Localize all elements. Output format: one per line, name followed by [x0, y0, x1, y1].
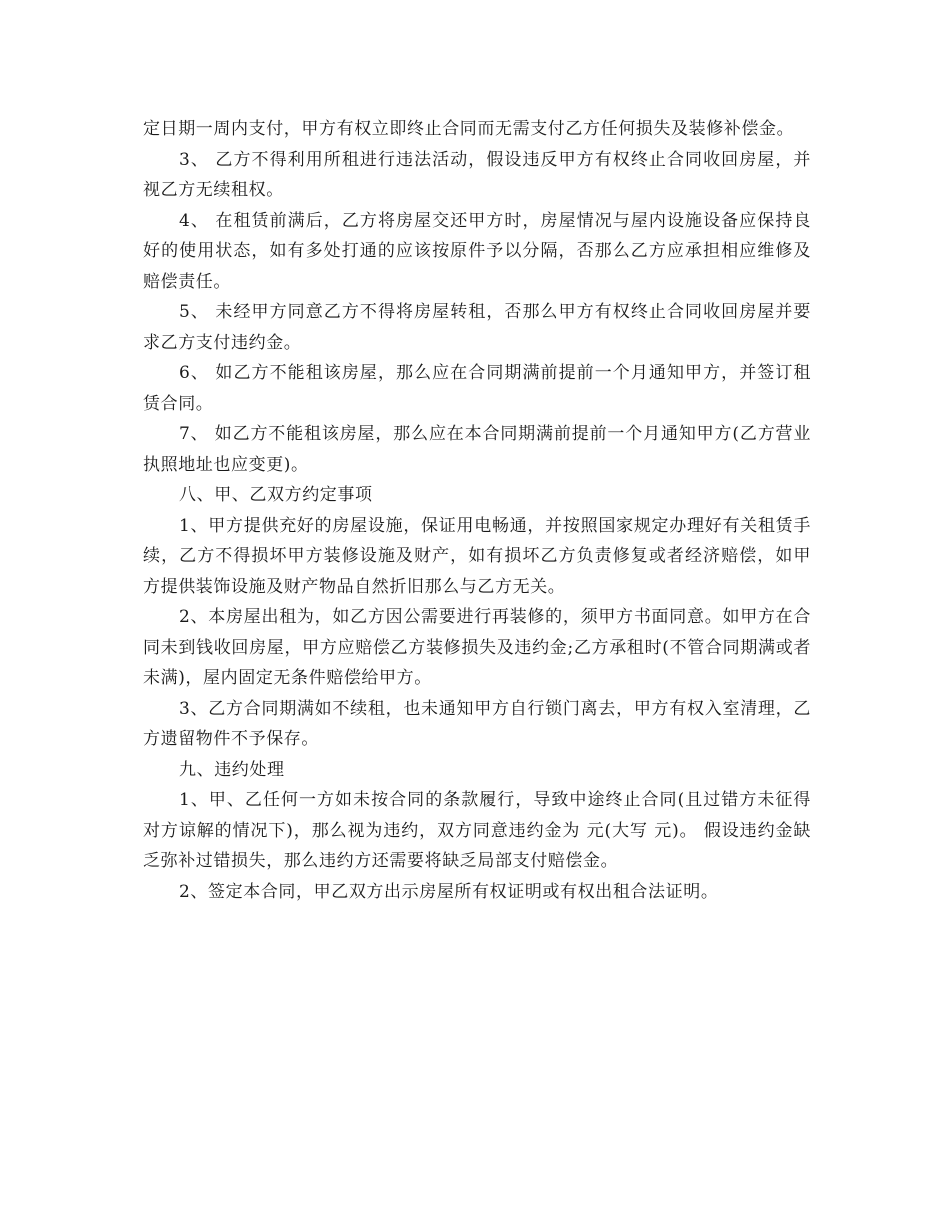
clause-7: 7、 如乙方不能租该房屋，那么应在本合同期满前提前一个月通知甲方(乙方营业执照地址也应变更)。 [143, 424, 811, 475]
document-page [143, 114, 811, 907]
clause-3: 3、 乙方不得利用所租进行违法活动，假设违反甲方有权终止合同收回房屋，并视乙方无续租权。 [143, 149, 811, 200]
section-heading-8: 八、甲、乙双方约定事项 [179, 485, 373, 505]
section-9-clause-2: 2、签定本合同，甲乙双方出示房屋所有权证明或有权出租合法证明。 [179, 881, 719, 902]
clause-4: 4、 在租赁前满后，乙方将房屋交还甲方时，房屋情况与屋内设施设备应保持良好的使用状态，如有多处打通的应该按原件予以分隔，否那么乙方应承担相应维修及赔偿责任。 [143, 210, 811, 292]
paragraph-continuation: 定日期一周内支付，甲方有权立即终止合同而无需支付乙方任何损失及装修补偿金。 [143, 119, 795, 139]
section-8-clause-3: 3、乙方合同期满如不续租，也未通知甲方自行锁门离去，甲方有权入室清理，乙方遗留物件不予保存。 [143, 698, 811, 749]
section-heading-9: 九、违约处理 [179, 759, 285, 780]
section-8-clause-1: 1、甲方提供充好的房屋设施，保证用电畅通，并按照国家规定办理好有关租赁手续，乙方不得损坏甲方装修设施及财产，如有损坏乙方负责修复或者经济赔偿，如甲方提供装饰设施及财产物品自然折旧那么与乙方无关。 [143, 515, 811, 597]
section-8-clause-2: 2、本房屋出租为，如乙方因公需要进行再装修的，须甲方书面同意。如甲方在合同未到钱收回房屋，甲方应赔偿乙方装修损失及违约金;乙方承租时(不管合同期满或者未满)，屋内固定无条件赔偿给甲方。 [143, 607, 811, 688]
section-9-clause-1: 1、甲、乙任何一方如未按合同的条款履行，导致中途终止合同(且过错方未征得对方谅解的情况下)，那么视为违约，双方同意违约金为 元(大写 元)。 假设违约金缺乏弥补过错损失，那么违约方还需要将缺乏局部支付赔偿金。 [143, 790, 811, 871]
clause-6: 6、 如乙方不能租该房屋，那么应在合同期满前提前一个月通知甲方，并签订租赁合同。 [143, 363, 811, 414]
clause-5: 5、 未经甲方同意乙方不得将房屋转租，否那么甲方有权终止合同收回房屋并要求乙方支付违约金。 [143, 302, 811, 353]
